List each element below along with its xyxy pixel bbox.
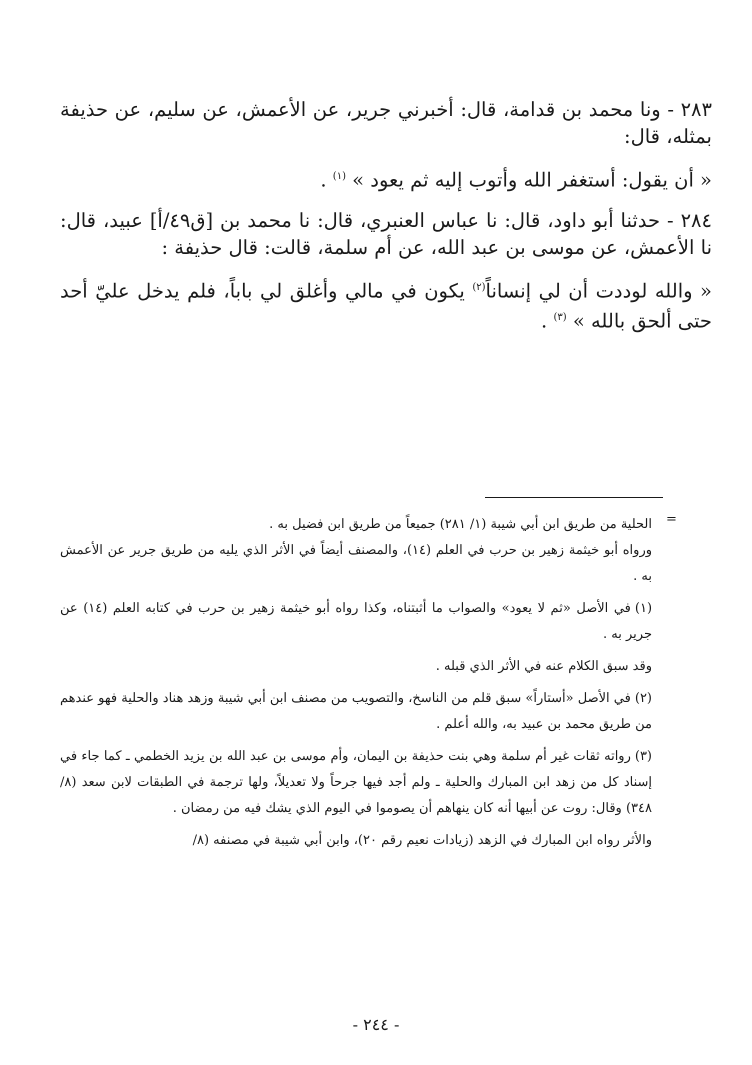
quote-284-text-a: « والله لوددت أن لي إنساناً xyxy=(485,279,712,302)
footnote-ref-3: (٣) xyxy=(553,312,567,323)
footnote-1-number: (١) xyxy=(634,601,653,616)
quote-284-text-b: يكون في مالي وأغلق لي باباً، فلم يدخل عليّ أحد حتى ألحق بالله » xyxy=(60,279,712,333)
footnote-1-extra: وقد سبق الكلام عنه في الأثر الذي قبله . xyxy=(435,659,652,674)
footnote-ref-2: (٢) xyxy=(472,281,486,293)
page-number: - ٢٤٤ - xyxy=(352,1015,400,1034)
footnote-3-text: رواته ثقات غير أم سلمة وهي بنت حذيفة بن اليمان، وأم موسى بن عبد الله بن يزيد الخطمي ـ كما جاء في إسناد كل من زهد ابن المبارك والحلية ـ ولم أجد فيها جرحاً ولا تعديلاً، ولها ترجمة في الطبقات لابن سعد (٨/ ٣٤٨) وقال: روت عن أبيها أنه كان ينهاهم أن يصوموا في اليوم الذي يشك فيه من رمضان . xyxy=(60,749,652,816)
main-text xyxy=(60,96,712,348)
footnote-2-text: في الأصل «أستاراً» سبق قلم من الناسخ، والتصويب من مصنف ابن أبي شيبة وزهد هناد والحلية فهو عندهم من طريق محمد بن عبيد به، والله أعلم . xyxy=(60,691,652,732)
footnote-continued-1: الحلية من طريق ابن أبي شيبة (١/ ٢٨١) جميعاً من طريق ابن فضيل به . xyxy=(269,517,652,532)
narration-284: ٢٨٤ - حدثنا أبو داود، قال: نا عباس العنبري، قال: نا محمد بن [ق٤٩/أ] عبيد، قال: نا الأعمش، عن موسى بن عبد الله، عن أم سلمة، قالت: قال حذيفة : xyxy=(60,208,712,259)
footnote-3 xyxy=(60,744,652,822)
quote-283-text: « أن يقول: أستغفر الله وأتوب إليه ثم يعود » xyxy=(352,168,712,192)
footnote-2-number: (٢) xyxy=(634,691,652,706)
footnote-1-text: في الأصل «ثم لا يعود» والصواب ما أثبتناه، وكذا رواه أبو خيثمة زهير بن حرب في كتابه العلم (١٤) عن جرير به . xyxy=(60,601,652,642)
footnotes xyxy=(60,512,652,854)
footnote-1 xyxy=(60,596,652,648)
footnote-3-extra: والأثر رواه ابن المبارك في الزهد (زيادات نعيم رقم ٢٠)، وابن أبي شيبة في مصنفه (٨/ xyxy=(192,833,652,848)
quote-283: « أن يقول: أستغفر الله وأتوب إليه ثم يعود » $^{(١)}$ . xyxy=(320,168,712,192)
footnote-separator xyxy=(485,497,663,498)
footnote-ref-1: (١) xyxy=(332,171,346,182)
narration-283: ٢٨٣ - ونا محمد بن قدامة، قال: أخبرني جرير، عن الأعمش، عن سليم، عن حذيفة بمثله، قال: xyxy=(60,98,712,148)
footnote-continued-2: ورواه أبو خيثمة زهير بن حرب في العلم (١٤)، والمصنف أيضاً في الأثر الذي يليه من طريق جرير عن الأعمش به . xyxy=(60,543,652,584)
footnote-3-number: (٣) xyxy=(634,749,652,764)
continuation-marker: = xyxy=(666,512,677,527)
quote-284: « والله لوددت أن لي إنساناً$^{(٢)}$ يكون في مالي وأغلق لي باباً، فلم يدخل عليّ أحد حتى ألحق بالله » $^{(٣)}$ . xyxy=(60,279,712,333)
footnote-2 xyxy=(60,686,652,738)
